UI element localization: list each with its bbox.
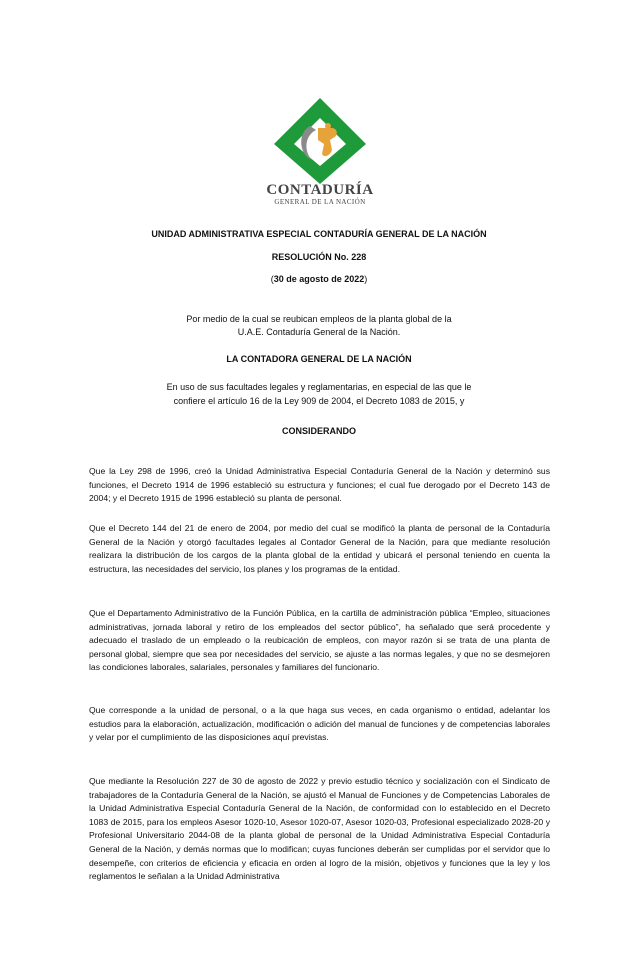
entity-heading: UNIDAD ADMINISTRATIVA ESPECIAL CONTADURÍA GENERAL DE LA NACIÓN (151, 229, 487, 239)
considerando-paragraph-3: Que el Departamento Administrativo de la Función Pública, en la cartilla de administración pública “Empleo, situaciones administrativas, jornada laboral y retiro de los empleados del sector público”, ha señalado que será procedente y adecuado el traslado de un empleado o la reubicación de empleos, con mayor razón si se trata de una planta de personal global, siempre que sea por necesidades del servicio, se ajuste a las normas legales, y que no se desmejoren las condiciones laborales, salariales, personales y familiares del funcionario. (89, 608, 550, 673)
purpose-line-2: U.A.E. Contaduría General de la Nación. (237, 327, 401, 337)
resolution-date-line (90, 273, 548, 286)
authority-heading: LA CONTADORA GENERAL DE LA NACIÓN (226, 354, 412, 364)
purpose-line-1: Por medio de la cual se reubican empleos de la planta global de la (186, 314, 452, 324)
date-open-paren: ( (270, 274, 274, 284)
powers-line-2: confiere el artículo 16 de la Ley 909 de 2004, el Decreto 1083 de 2015, y (173, 396, 465, 406)
powers-line-1: En uso de sus facultades legales y reglamentarias, en especial de las que le (166, 382, 472, 392)
brand-block (262, 183, 378, 207)
brand-subtitle: GENERAL DE LA NACIÓN (274, 198, 366, 206)
considerando-paragraph-1: Que la Ley 298 de 1996, creó la Unidad Administrativa Especial Contaduría General de la Nación y determinó sus funciones, el Decreto 1914 de 1996 estableció su estructura y funciones; el cual fue derogado por el Decreto 143 de 2004; y el Decreto 1915 de 1996 estableció su planta de personal. (89, 466, 550, 504)
date-close-paren: ) (364, 274, 368, 284)
resolution-date: 30 de agosto de 2022 (273, 274, 365, 284)
brand-name: CONTADURÍA (266, 182, 374, 198)
resolution-number: RESOLUCIÓN No. 228 (271, 252, 367, 262)
considerando-paragraph-4: Que corresponde a la unidad de personal, o a la que haga sus veces, en cada organismo o entidad, adelantar los estudios para la elaboración, actualización, modificación o adición del manual de funciones y de competencias laborales y velar por el cumplimiento de las disposiciones aquí previstas. (89, 705, 550, 743)
considerando-paragraph-2: Que el Decreto 144 del 21 de enero de 2004, por medio del cual se modificó la planta de personal de la Contaduría General de la Nación y otorgó facultades legales al Contador General de la Nación, para que mediante resolución realizara la distribución de los cargos de la planta global de la entidad y ubicará el personal teniendo en cuenta la estructura, las necesidades del servicio, los planes y los programas de la entidad. (89, 523, 550, 574)
considerando-paragraph-5: Que mediante la Resolución 227 de 30 de agosto de 2022 y previo estudio técnico y socialización con el Sindicato de trabajadores de la Contaduría General de la Nación, se ajustó el Manual de Funciones y de Competencias Laborales de la Unidad Administrativa Especial Contaduría General de la Nación, de conformidad con lo establecido en el Decreto 1083 de 2015, para los empleos Asesor 1020-10, Asesor 1020-07, Asesor 1020-03, Profesional especializado 2028-20 y Profesional Universitario 2044-08 de la planta global de personal de la Unidad Administrativa Especial Contaduría General de la Nación, y demás normas que lo modifican; cuyas funciones deberán ser cumplidas por el servidor que lo desempeñe, con criterios de eficiencia y eficacia en orden al logro de la misión, objetivos y funciones que la ley y los reglamentos le señalan a la Unidad Administrativa (89, 776, 550, 882)
considering-heading: CONSIDERANDO (281, 426, 356, 436)
